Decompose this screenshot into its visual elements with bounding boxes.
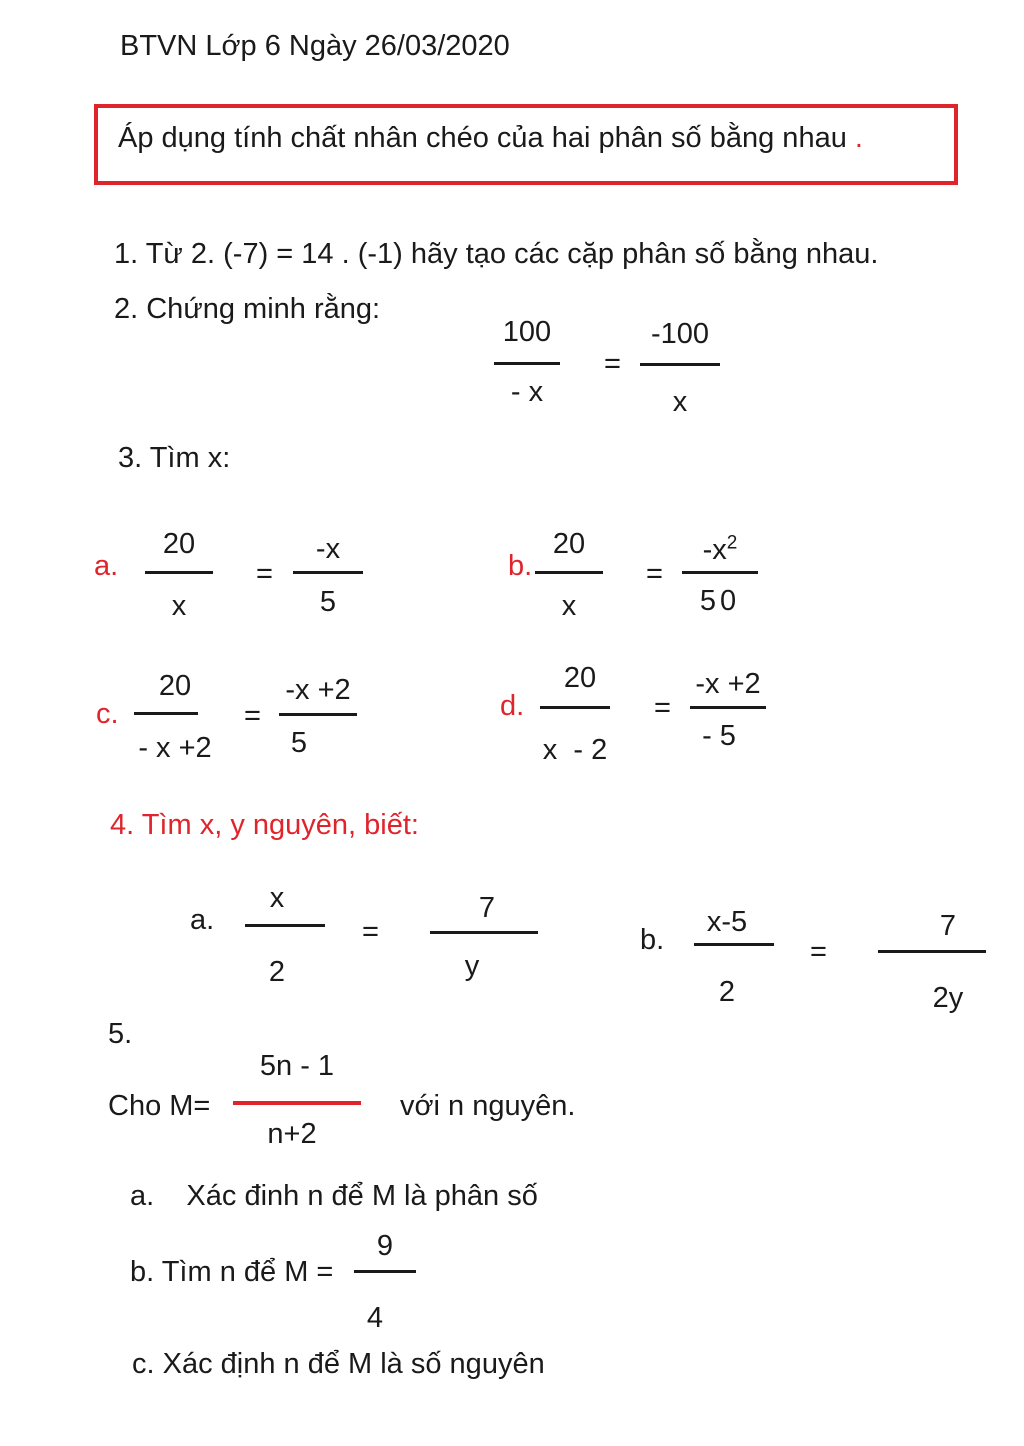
q4b-right-numerator: 7 (939, 910, 957, 942)
q3c-right-numerator: -x +2 (285, 674, 351, 706)
q5-part-b-text: b. Tìm n để M = (130, 1256, 334, 1288)
q4b-equals: = (810, 936, 827, 968)
q3a-equals: = (256, 558, 273, 590)
q5-suffix: với n nguyên. (400, 1090, 576, 1122)
q2-equals: = (604, 348, 621, 380)
q3a-left-numerator: 20 (162, 528, 196, 560)
q3c-right-fraction (279, 676, 357, 762)
q3a-left-fraction (145, 530, 213, 622)
q3b-left-bar (535, 571, 603, 574)
q3c-left-fraction (130, 672, 220, 766)
q3d-right-denominator: - 5 (702, 720, 736, 752)
q2-right-numerator: -100 (650, 318, 710, 350)
q2-left-denominator: - x (510, 376, 544, 408)
q5-m-fraction (233, 1052, 361, 1152)
q3b-exponent: 2 (726, 532, 738, 554)
q3b-right-numerator-base: -x (702, 534, 727, 566)
q4a-right-numerator: 7 (478, 892, 496, 924)
q4b-left-numerator: x-5 (706, 906, 748, 938)
question-1: 1. Từ 2. (-7) = 14 . (-1) hãy tạo các cặp phân số bằng nhau. (114, 238, 879, 270)
q4a-letter: a. (190, 904, 215, 936)
question-3-label: 3. Tìm x: (118, 442, 231, 474)
q4a-left-fraction (245, 884, 325, 990)
q5-m-denominator: n+2 (267, 1118, 317, 1150)
question-4-label: 4. Tìm x, y nguyên, biết: (110, 809, 419, 841)
q3b-right-denominator: 50 (699, 585, 741, 617)
q3a-left-bar (145, 571, 213, 574)
q3a-right-bar (293, 571, 363, 574)
q3d-right-numerator: -x +2 (695, 668, 761, 700)
q3c-left-numerator: 20 (158, 670, 192, 702)
q3b-left-fraction (535, 530, 603, 622)
q4b-left-fraction (694, 908, 774, 1008)
q4a-equals: = (362, 916, 379, 948)
q3d-left-bar (540, 706, 610, 709)
q3d-right-bar (690, 706, 766, 709)
page-title: BTVN Lớp 6 Ngày 26/03/2020 (120, 30, 510, 62)
q5-b-fraction (354, 1232, 416, 1332)
q4a-right-bar (430, 931, 538, 934)
q5-part-c: c. Xác định n để M là số nguyên (132, 1348, 545, 1380)
q5-m-numerator: 5n - 1 (259, 1050, 335, 1082)
q4a-right-denominator: y (464, 950, 480, 982)
q2-left-numerator: 100 (502, 316, 552, 348)
q3b-left-numerator: 20 (552, 528, 586, 560)
q3a-left-denominator: x (171, 590, 187, 622)
q3b-letter: b. (508, 550, 533, 582)
q5-b-numerator: 9 (376, 1230, 394, 1262)
q4b-right-denominator: 2y (932, 982, 964, 1014)
q3a-right-numerator: -x (315, 533, 341, 565)
q3b-equals: = (646, 558, 663, 590)
q3c-left-denominator: - x +2 (138, 732, 212, 764)
q3a-right-fraction (293, 535, 363, 621)
q3b-right-fraction (682, 530, 758, 620)
question-5-label: 5. (108, 1018, 133, 1050)
q3d-left-denominator: x - 2 (542, 734, 608, 766)
q5-b-denominator: 4 (366, 1302, 384, 1334)
q4a-left-numerator: x (269, 882, 285, 914)
q5-m-bar (233, 1101, 361, 1105)
q4a-left-bar (245, 924, 325, 927)
q4b-left-denominator: 2 (718, 976, 736, 1008)
instruction-dot: . (854, 122, 863, 154)
q2-left-bar (494, 362, 560, 365)
q3d-left-numerator: 20 (563, 662, 597, 694)
q5-b-bar (354, 1270, 416, 1273)
q3d-letter: d. (500, 690, 525, 722)
q3a-right-denominator: 5 (319, 586, 337, 618)
q4a-left-denominator: 2 (268, 956, 286, 988)
instruction-text (118, 124, 863, 153)
q3d-right-fraction (690, 670, 766, 756)
q3c-left-bar (134, 712, 198, 715)
q3c-letter: c. (96, 698, 119, 730)
q3c-equals: = (244, 700, 261, 732)
q3b-right-bar (682, 571, 758, 574)
q2-right-denominator: x (672, 386, 688, 418)
q3b-left-denominator: x (561, 590, 577, 622)
q2-right-bar (640, 363, 720, 366)
q3d-equals: = (654, 692, 671, 724)
q4b-right-fraction (878, 912, 986, 1012)
question-2-label: 2. Chứng minh rằng: (114, 293, 381, 325)
q4b-right-bar (878, 950, 986, 953)
q3d-left-fraction (540, 664, 610, 764)
instruction-sentence: Áp dụng tính chất nhân chéo của hai phân số bằng nhau (118, 122, 847, 154)
q4b-left-bar (694, 943, 774, 946)
q5-part-a: a. Xác đinh n để M là phân số (130, 1180, 538, 1212)
q5-cho-m: Cho M= (108, 1090, 211, 1122)
q3c-right-bar (279, 713, 357, 716)
q4a-right-fraction (430, 894, 538, 990)
q3b-right-numerator (682, 532, 758, 566)
q2-left-fraction (494, 318, 560, 408)
q3c-right-denominator: 5 (290, 727, 308, 759)
q3a-letter: a. (94, 550, 119, 582)
q2-right-fraction (640, 320, 720, 416)
q4b-letter: b. (640, 924, 665, 956)
